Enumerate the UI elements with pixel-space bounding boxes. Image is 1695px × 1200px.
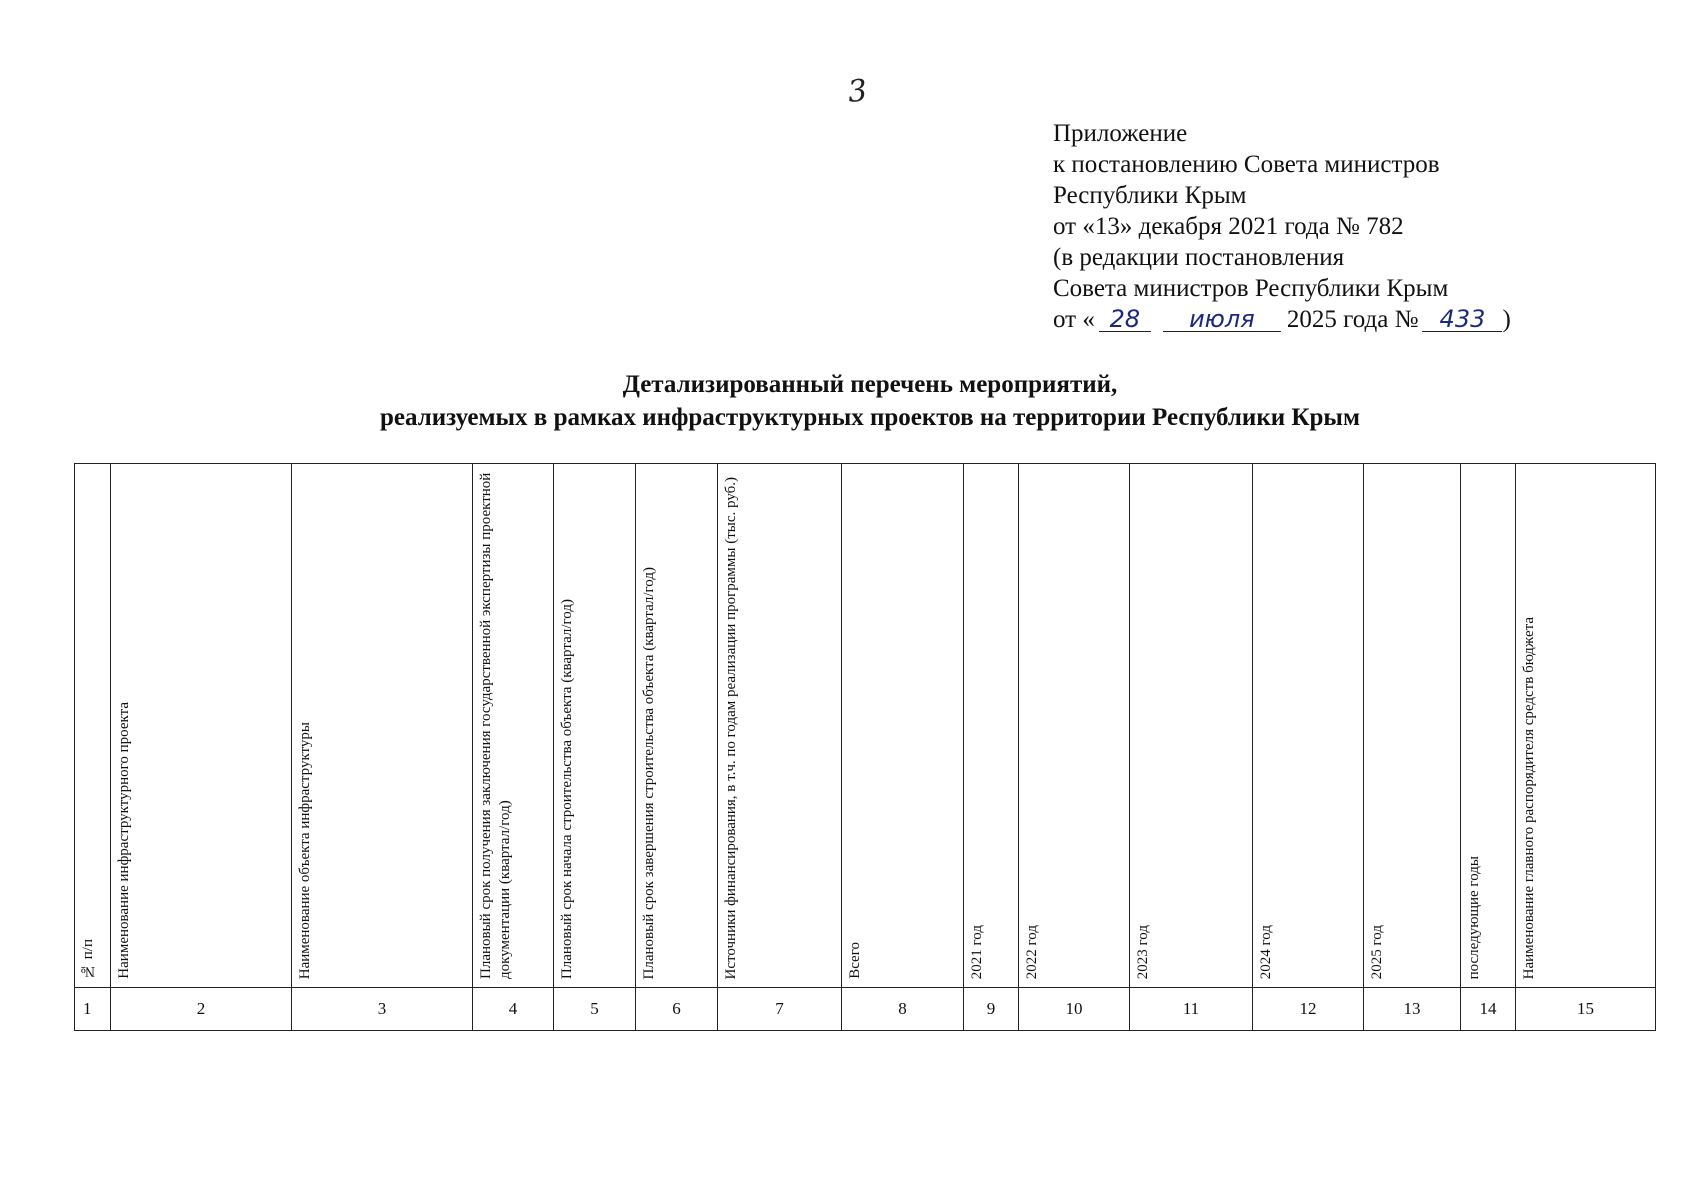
header-label: Плановый срок начала строительства объекта (квартал/год) — [559, 598, 575, 979]
header-cell — [718, 464, 842, 988]
column-number-cell: 9 — [964, 988, 1019, 1031]
header-cell — [636, 464, 718, 988]
column-number-cell: 13 — [1364, 988, 1461, 1031]
header-label: 2024 год — [1258, 924, 1274, 979]
header-label: Наименование объекта инфраструктуры — [297, 721, 313, 979]
column-number-cell: 2 — [111, 988, 292, 1031]
document-title — [0, 368, 1695, 434]
column-number-cell: 7 — [718, 988, 842, 1031]
header-label: № п/п — [80, 939, 96, 979]
appendix-date-line — [1053, 304, 1511, 335]
header-cell — [842, 464, 964, 988]
title-line-1: Детализированный перечень мероприятий, — [622, 371, 1118, 398]
appendix-line: от «13» декабря 2021 года № 782 — [1053, 213, 1404, 240]
header-label: Всего — [847, 942, 863, 979]
handwritten-number: 433 — [1422, 307, 1502, 332]
header-label: 2022 год — [1024, 924, 1040, 979]
column-number-cell: 12 — [1253, 988, 1364, 1031]
header-label: 2023 год — [1135, 924, 1151, 979]
appendix-line: Совета министров Республики Крым — [1053, 275, 1449, 302]
appendix-block — [1053, 118, 1511, 335]
handwritten-month: июля — [1163, 307, 1281, 332]
header-row — [75, 464, 1656, 988]
handwritten-day: 28 — [1099, 307, 1151, 332]
appendix-line: (в редакции постановления — [1053, 244, 1345, 271]
header-cell — [111, 464, 292, 988]
header-cell — [75, 464, 111, 988]
appendix-line: Республики Крым — [1053, 182, 1247, 209]
header-label: Плановый срок завершения строительства объекта (квартал/год) — [641, 566, 657, 979]
header-cell — [473, 464, 554, 988]
date-suffix: ) — [1502, 306, 1511, 333]
header-label: Плановый срок получения заключения государственной экспертизы проектной документации (квартал/год) — [478, 472, 513, 979]
column-number-cell: 6 — [636, 988, 718, 1031]
column-number-cell: 15 — [1516, 988, 1656, 1031]
header-cell — [554, 464, 636, 988]
date-year: 2025 года № — [1286, 306, 1419, 333]
header-cell — [1461, 464, 1516, 988]
header-cell — [1019, 464, 1130, 988]
header-label: 2025 год — [1369, 924, 1385, 979]
column-number-cell: 11 — [1130, 988, 1253, 1031]
column-number-cell: 5 — [554, 988, 636, 1031]
events-table — [74, 463, 1656, 1031]
header-label: последующие годы — [1466, 855, 1482, 979]
column-number-cell: 14 — [1461, 988, 1516, 1031]
appendix-line: Приложение — [1053, 120, 1188, 147]
page-number: 3 — [846, 73, 869, 110]
header-cell — [964, 464, 1019, 988]
header-label: 2021 год — [969, 924, 985, 979]
column-number-cell: 10 — [1019, 988, 1130, 1031]
header-cell — [1130, 464, 1253, 988]
column-number-cell: 3 — [292, 988, 473, 1031]
header-cell — [1364, 464, 1461, 988]
column-number-cell: 8 — [842, 988, 964, 1031]
header-cell — [1516, 464, 1656, 988]
header-cell — [292, 464, 473, 988]
title-line-2: реализуемых в рамках инфраструктурных проектов на территории Республики Крым — [380, 404, 1360, 431]
column-number-cell: 1 — [75, 988, 111, 1031]
appendix-line: к постановлению Совета министров — [1053, 151, 1440, 178]
header-label: Источники финансирования, в т.ч. по годам реализации программы (тыс. руб.) — [723, 476, 739, 979]
column-number-cell: 4 — [473, 988, 554, 1031]
column-number-row — [75, 988, 1656, 1031]
header-label: Наименование инфраструктурного проекта — [116, 702, 132, 979]
date-prefix: от « — [1053, 306, 1095, 333]
header-cell — [1253, 464, 1364, 988]
header-label: Наименование главного распорядителя средств бюджета — [1521, 616, 1537, 979]
